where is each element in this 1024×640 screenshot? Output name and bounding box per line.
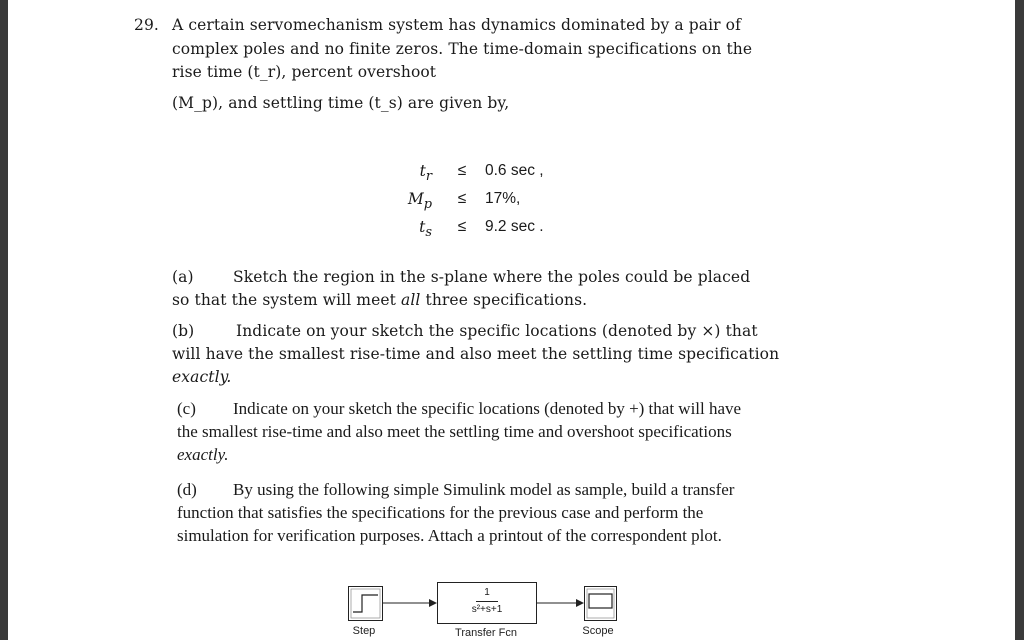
transfer-fcn-block[interactable] — [437, 582, 537, 624]
part-a-label: (a) — [172, 268, 194, 286]
part-b-line-2: will have the smallest rise-time and also meet the settling time specification — [172, 345, 780, 363]
part-b-line-1: Indicate on your sketch the specific locations (denoted by ×) that — [236, 322, 758, 340]
question-number: 29. — [134, 16, 159, 34]
scope-block[interactable] — [584, 586, 617, 621]
part-a-line-2: so that the system will meet all three specifications. — [172, 291, 588, 309]
spec-overshoot-value: 17%, — [485, 190, 521, 207]
spec-overshoot-symbol: $M_p$ — [407, 190, 432, 213]
step-block[interactable] — [348, 586, 383, 621]
tf-fraction-bar — [476, 601, 498, 602]
tf-numerator: 1 — [484, 587, 490, 598]
question-intro-line-2: complex poles and no finite zeros. The time-domain specifications on the — [172, 40, 753, 58]
part-c-line-1: Indicate on your sketch the specific locations (denoted by +) that will have — [233, 399, 742, 418]
part-d-line-3: simulation for verification purposes. Attach a printout of the correspondent plot. — [177, 526, 722, 545]
part-d-line-1: By using the following simple Simulink model as sample, build a transfer — [233, 480, 735, 499]
spec-rise-time-relation: ≤ — [457, 162, 467, 179]
step-block-label: Step — [352, 625, 376, 637]
spec-settling-time-relation: ≤ — [457, 218, 467, 235]
part-c-line-3: exactly. — [177, 445, 229, 464]
part-b-label: (b) — [172, 322, 195, 340]
part-b-line-3: exactly. — [172, 368, 232, 386]
part-a-line-1: Sketch the region in the s-plane where the poles could be placed — [233, 268, 751, 286]
spec-rise-time-symbol: $t_r$ — [419, 162, 432, 185]
part-c-line-2: the smallest rise-time and also meet the settling time and overshoot specifications — [177, 422, 732, 441]
spec-settling-time-symbol: $t_s$ — [419, 218, 432, 241]
scope-screen-icon — [585, 587, 616, 620]
spec-rise-time-value: 0.6 sec , — [485, 162, 544, 179]
question-intro-line-1: A certain servomechanism system has dynamics dominated by a pair of — [172, 16, 741, 34]
step-waveform-icon — [349, 587, 382, 620]
part-d-line-2: function that satisfies the specifications for the previous case and perform the — [177, 503, 704, 522]
question-intro-line-4: (M_p), and settling time (t_s) are given by, — [172, 94, 510, 112]
transfer-fcn-label: Transfer Fcn — [455, 627, 517, 639]
tf-denominator: s²+s+1 — [471, 604, 503, 615]
spec-settling-time-value: 9.2 sec . — [485, 218, 544, 235]
question-intro-line-3: rise time (t_r), percent overshoot — [172, 63, 437, 81]
part-c-label: (c) — [177, 399, 196, 418]
spec-overshoot-relation: ≤ — [457, 190, 467, 207]
part-d-label: (d) — [177, 480, 197, 499]
scope-block-label: Scope — [582, 625, 614, 637]
